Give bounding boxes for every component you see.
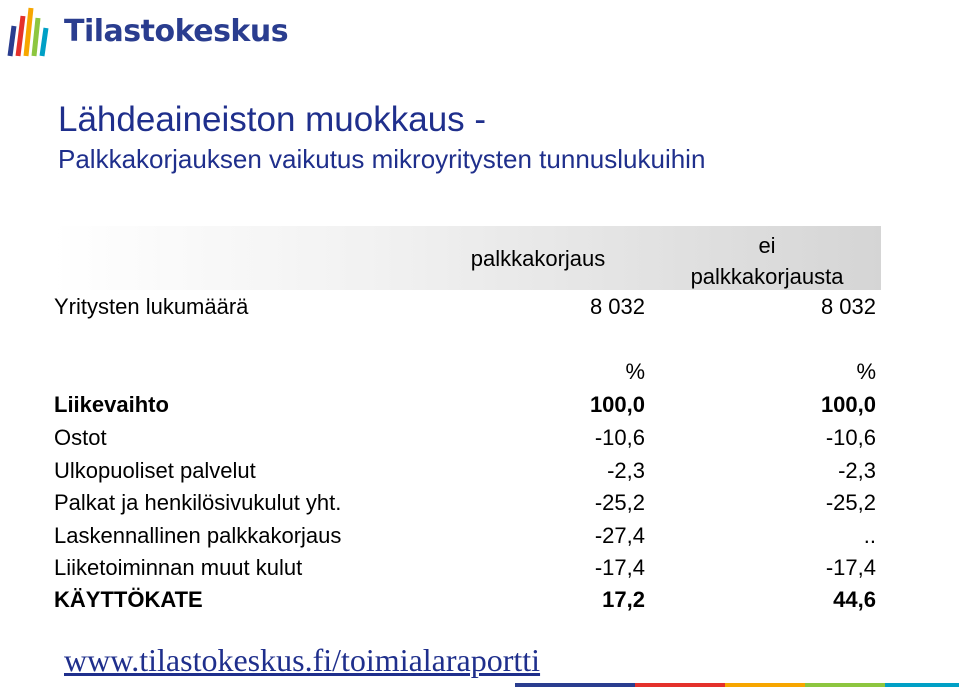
row-value-ei-palkkakorjausta: 44,6: [833, 587, 876, 612]
page-title: Lähdeaineiston muokkaus -: [58, 100, 487, 139]
row-label: Palkat ja henkilösivukulut yht.: [54, 490, 342, 515]
column-header-palkkakorjaus: palkkakorjaus: [470, 246, 606, 271]
row-label: Liiketoiminnan muut kulut: [54, 555, 303, 580]
row-value-ei-palkkakorjausta: -2,3: [838, 458, 876, 483]
column-header-line: ei: [758, 233, 776, 258]
row-value-palkkakorjaus: 8 032: [589, 294, 645, 319]
row-label: Ulkopuoliset palvelut: [54, 458, 256, 483]
stripe-segment: [635, 683, 725, 687]
stripe-segment: [885, 683, 959, 687]
row-value-ei-palkkakorjausta: -25,2: [825, 490, 876, 515]
row-label: Liikevaihto: [54, 392, 169, 417]
table-row-unit: [52, 359, 881, 391]
row-label: KÄYTTÖKATE: [54, 587, 203, 612]
row-value-palkkakorjaus: -17,4: [594, 555, 645, 580]
row-value-palkkakorjaus: -27,4: [594, 523, 645, 548]
row-value-palkkakorjaus: %: [625, 359, 645, 384]
footer-link[interactable]: www.tilastokeskus.fi/toimialaraportti: [64, 642, 541, 678]
row-value-palkkakorjaus: 17,2: [602, 587, 645, 612]
table-row: [52, 555, 881, 587]
row-value-palkkakorjaus: -10,6: [594, 425, 645, 450]
stripe-segment: [805, 683, 885, 687]
row-label: Laskennallinen palkkakorjaus: [54, 523, 342, 548]
table-row: [52, 458, 881, 490]
table-row: [52, 523, 881, 555]
row-value-palkkakorjaus: -2,3: [607, 458, 645, 483]
row-value-ei-palkkakorjausta: %: [856, 359, 876, 384]
table-row-total: [52, 587, 881, 619]
row-value-ei-palkkakorjausta: -10,6: [825, 425, 876, 450]
logo-mark-icon: [4, 4, 56, 62]
tilastokeskus-logo: [4, 2, 289, 64]
table-row: [52, 490, 881, 522]
row-value-ei-palkkakorjausta: ..: [863, 523, 876, 548]
page-subtitle: Palkkakorjauksen vaikutus mikroyritysten tunnuslukuihin: [58, 144, 706, 174]
row-value-ei-palkkakorjausta: -17,4: [825, 555, 876, 580]
column-header-ei-palkkakorjausta: [647, 230, 887, 292]
row-value-palkkakorjaus: -25,2: [594, 490, 645, 515]
row-value-ei-palkkakorjausta: 100,0: [820, 392, 876, 417]
table-row: [52, 294, 881, 326]
row-label: Ostot: [54, 425, 107, 450]
column-header-line: palkkakorjausta: [690, 264, 844, 289]
stripe-segment: [515, 683, 635, 687]
row-label: Yritysten lukumäärä: [54, 294, 249, 319]
stripe-segment: [725, 683, 805, 687]
logo-wordmark: Tilastokeskus: [64, 14, 289, 49]
table-row: [52, 392, 881, 424]
row-value-ei-palkkakorjausta: 8 032: [820, 294, 876, 319]
table-row: [52, 425, 881, 457]
row-value-palkkakorjaus: 100,0: [589, 392, 645, 417]
